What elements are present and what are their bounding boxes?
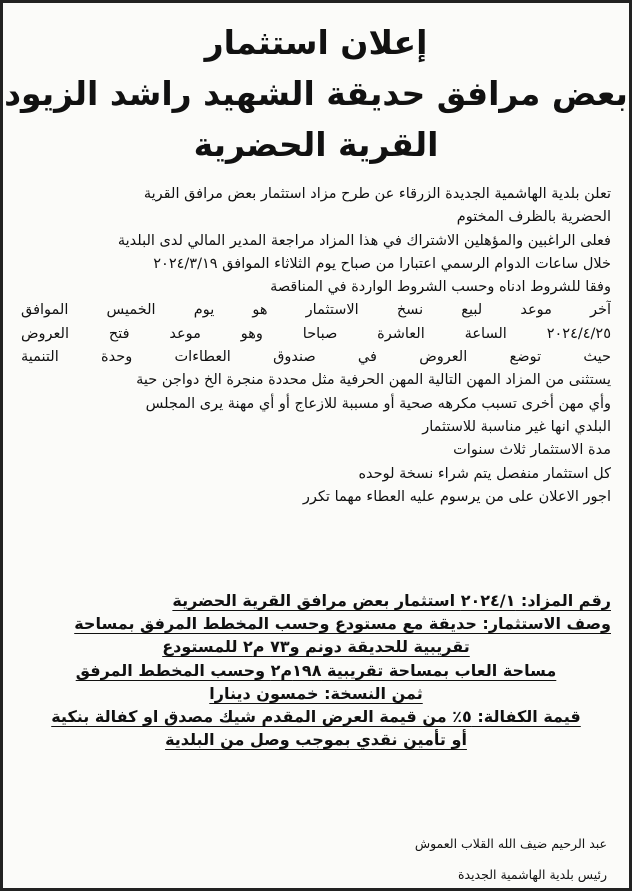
body-line: فعلى الراغبين والمؤهلين الاشتراك في هذا المزاد مراجعة المدير المالي لدى البلدية bbox=[117, 232, 611, 249]
body-line: الحضرية بالظرف المختوم bbox=[456, 209, 611, 226]
auction-details bbox=[21, 589, 611, 751]
signature-block bbox=[307, 828, 607, 890]
signatory-name: عبد الرحيم ضيف الله القلاب العموش bbox=[414, 836, 607, 851]
copy-price: ثمن النسخة: خمسون دينارا bbox=[209, 683, 423, 703]
signatory-position: رئيس بلدية الهاشمية الجديدة bbox=[457, 867, 607, 882]
investment-description: وصف الاستثمار: حديقة مع مستودع وحسب المخطط المرفق بمساحة bbox=[74, 614, 611, 634]
body-line: يستثنى من المزاد المهن التالية المهن الحرفية مثل محددة منجرة الخ دواجن حية bbox=[136, 372, 611, 389]
body-line: البلدي انها غير مناسبة للاستثمار bbox=[422, 418, 611, 435]
announcement-title: إعلان استثمار bbox=[204, 23, 428, 62]
body-line: مدة الاستثمار ثلاث سنوات bbox=[453, 442, 611, 459]
body-line: حيث توضع العروض في صندوق العطاءات وحدة التنمية bbox=[21, 349, 611, 366]
body-line: خلال ساعات الدوام الرسمي اعتبارا من صباح يوم الثلاثاء الموافق ٢٠٢٤/٣/١٩ bbox=[153, 255, 611, 272]
announcement-body bbox=[21, 183, 611, 509]
auction-number: رقم المزاد: ٢٠٢٤/١ استثمار بعض مرافق القرية الحضرية bbox=[172, 591, 611, 610]
body-line: آخر موعد لبيع نسخ الاستثمار هو يوم الخميس الموافق bbox=[21, 302, 611, 319]
announcement-header bbox=[3, 17, 629, 170]
body-line: وأي مهن أخرى تسبب مكرهه صحية أو مسببة للازعاج أو أي مهنة يرى المجلس bbox=[145, 395, 611, 412]
body-line: كل استثمار منفصل يتم شراء نسخة لوحده bbox=[358, 465, 611, 482]
guarantee-value: قيمة الكفالة: ٥٪ من قيمة العرض المقدم شيك مصدق او كفالة بنكية bbox=[51, 707, 581, 727]
body-line: اجور الاعلان على من يرسوم عليه العطاء مهما تكرر bbox=[302, 488, 611, 505]
guarantee-value-cont: أو تأمين نقدي بموجب وصل من البلدية bbox=[165, 730, 467, 750]
investment-description-cont: تقريبية للحديقة دونم و٧٣ م٢ للمستودع bbox=[162, 637, 470, 657]
announcement-subtitle: بعض مرافق حديقة الشهيد راشد الزيود bbox=[4, 74, 628, 113]
body-line: ٢٠٢٤/٤/٢٥ الساعة العاشرة صباحا وهو موعد فتح العروض bbox=[21, 325, 611, 342]
playground-area: مساحة العاب بمساحة تقريبية ١٩٨م٢ وحسب المخطط المرفق bbox=[75, 660, 557, 680]
body-line: تعلن بلدية الهاشمية الجديدة الزرقاء عن طرح مزاد استثمار بعض مرافق القرية bbox=[143, 186, 611, 202]
body-line: وفقا للشروط ادناه وحسب الشروط الواردة في المناقصة bbox=[270, 279, 611, 296]
announcement-subtitle-2: القرية الحضرية bbox=[193, 125, 439, 164]
